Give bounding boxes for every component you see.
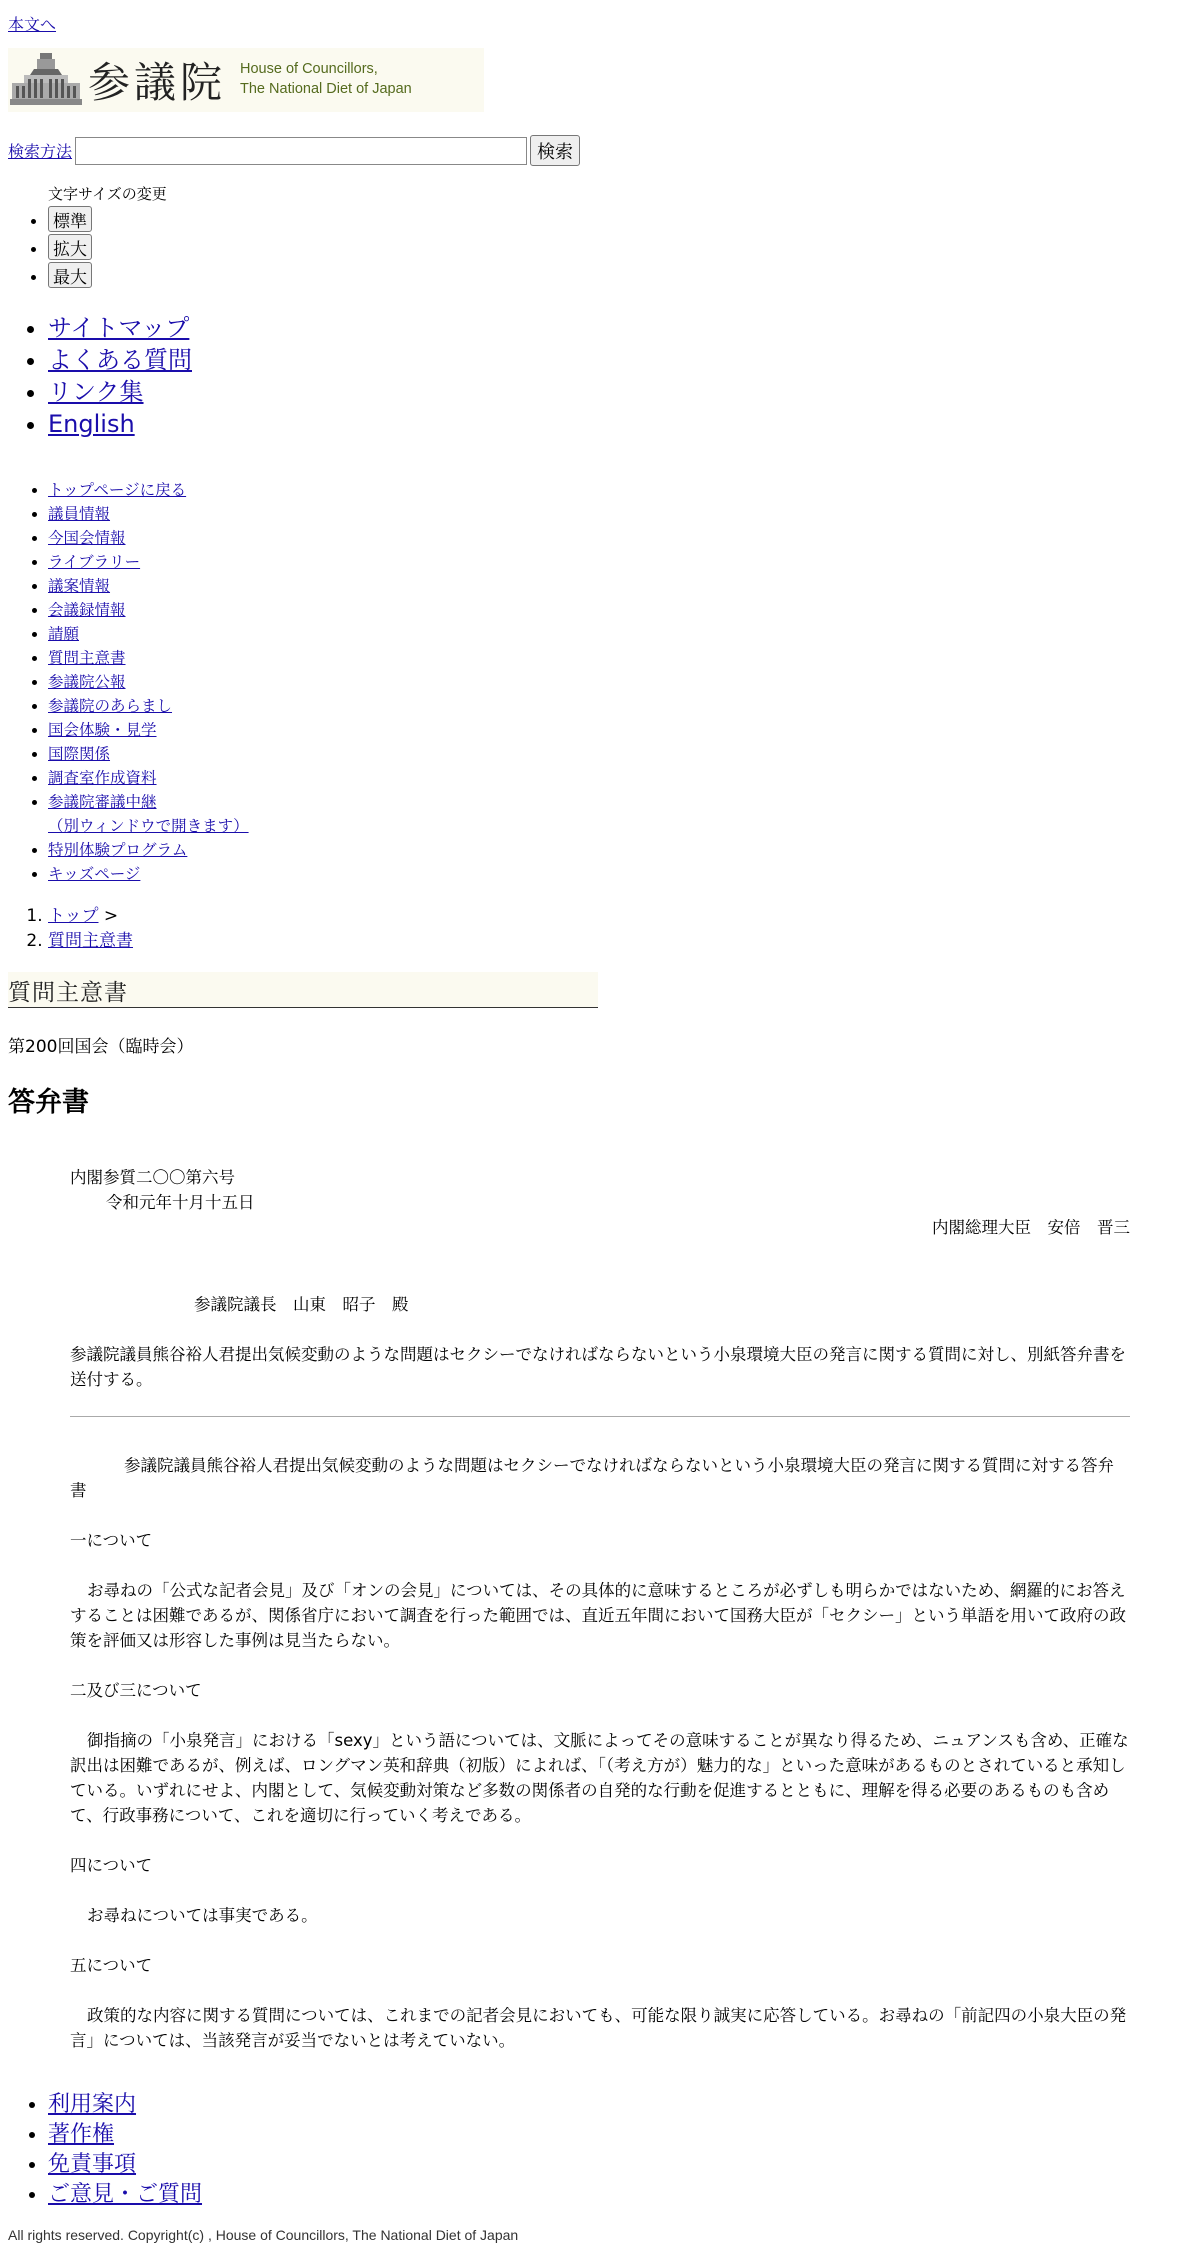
font-size-max-button[interactable]: 最大: [48, 262, 92, 288]
font-size-label: 文字サイズの変更: [48, 184, 167, 203]
nav-links-link[interactable]: リンク集: [48, 378, 144, 406]
section-5-title: 五について: [70, 1956, 153, 1975]
breadcrumb-separator: >: [103, 906, 119, 926]
sidenav-bills[interactable]: 議案情報: [48, 577, 111, 595]
search-help-link[interactable]: 検索方法: [8, 142, 73, 161]
skip-to-content-link[interactable]: 本文へ: [8, 15, 57, 34]
logo-japanese-text: 参議院: [88, 58, 227, 107]
answer-heading: 参議院議員熊谷裕人君提出気候変動のような問題はセクシーでなければならないという小泉環境大臣の発言に関する質問に対する答弁書: [70, 1456, 1114, 1500]
page-title: 質問主意書: [8, 972, 598, 1008]
breadcrumb: [48, 904, 133, 954]
sidenav-members[interactable]: 議員情報: [48, 505, 111, 523]
breadcrumb-top-link[interactable]: トップ: [48, 906, 99, 926]
signer: 内閣総理大臣 安倍 晋三: [932, 1218, 1130, 1237]
section-1-body: お尋ねの「公式な記者会見」及び「オンの会見」については、その具体的に意味するところが必ずしも明らかではないため、網羅的にお答えすることは困難であるが、関係省庁において調査を行った範囲では、直近五年間において国務大臣が「セクシー」という単語を用いて政府の政策を評価又は形容した事例は見当たらない。: [70, 1581, 1126, 1650]
sidenav-current-session[interactable]: 今国会情報: [48, 529, 126, 547]
answer-document: [70, 1165, 1130, 2053]
logo-english-text: House of Councillors, The National Diet of Japan: [240, 61, 412, 97]
font-size-standard-button[interactable]: 標準: [48, 206, 92, 232]
sidenav-research[interactable]: 調査室作成資料: [48, 769, 157, 787]
sidenav-broadcast[interactable]: 参議院審議中継 （別ウィンドウで開きます）: [48, 793, 249, 835]
sidenav-bulletin[interactable]: 参議院公報: [48, 673, 126, 691]
sidenav-minutes[interactable]: 会議録情報: [48, 601, 126, 619]
document-title: 答弁書: [8, 1087, 89, 1118]
search-bar: [8, 135, 580, 166]
session-label: 第200回国会（臨時会）: [8, 1037, 194, 1057]
breadcrumb-current-link[interactable]: 質問主意書: [48, 931, 133, 951]
site-logo[interactable]: [8, 48, 484, 112]
section-2-title: 二及び三について: [70, 1681, 202, 1700]
sidenav-special-program[interactable]: 特別体験プログラム: [48, 841, 188, 859]
copyright-text: All rights reserved. Copyright(c) , House of Councillors, The National Diet of Japan: [8, 2227, 519, 2243]
global-nav: [48, 312, 192, 440]
divider: [70, 1416, 1130, 1417]
section-4-title: 四について: [70, 1856, 153, 1875]
footer-disclaimer-link[interactable]: 免責事項: [48, 2152, 137, 2177]
reference-number: 内閣参質二〇〇第六号: [70, 1168, 235, 1187]
sidenav-library[interactable]: ライブラリー: [48, 553, 141, 571]
footer-nav: [48, 2090, 202, 2210]
diet-building-icon: [10, 51, 82, 109]
sidenav-visit[interactable]: 国会体験・見学: [48, 721, 157, 739]
nav-faq-link[interactable]: よくある質問: [48, 346, 192, 374]
sidenav-questions[interactable]: 質問主意書: [48, 649, 126, 667]
section-4-body: お尋ねについては事実である。: [87, 1906, 318, 1925]
footer-guide-link[interactable]: 利用案内: [48, 2092, 137, 2117]
sidenav-international[interactable]: 国際関係: [48, 745, 111, 763]
addressee: 参議院議長 山東 昭子 殿: [194, 1295, 409, 1314]
search-button[interactable]: 検索: [530, 135, 580, 166]
section-5-body: 政策的な内容に関する質問については、これまでの記者会見においても、可能な限り誠実に応答している。お尋ねの「前記四の小泉大臣の発言」については、当該発言が妥当でないとは考えていない。: [70, 2006, 1127, 2050]
font-size-large-button[interactable]: 拡大: [48, 234, 92, 260]
search-input[interactable]: [75, 137, 527, 165]
sidenav-petitions[interactable]: 請願: [48, 625, 80, 643]
font-size-controls: [48, 183, 167, 289]
sidenav-kids[interactable]: キッズページ: [48, 865, 141, 883]
side-nav: [48, 478, 249, 886]
sidenav-top[interactable]: トップページに戻る: [48, 481, 187, 499]
cover-text: 参議院議員熊谷裕人君提出気候変動のような問題はセクシーでなければならないという小泉環境大臣の発言に関する質問に対し、別紙答弁書を送付する。: [70, 1345, 1126, 1389]
footer-feedback-link[interactable]: ご意見・ご質問: [48, 2182, 203, 2207]
document-date: 令和元年十月十五日: [106, 1193, 255, 1212]
section-1-title: 一について: [70, 1531, 153, 1550]
footer-copyright-link[interactable]: 著作権: [48, 2122, 115, 2147]
section-2-body: 御指摘の「小泉発言」における「sexy」という語については、文脈によってその意味することが異なり得るため、ニュアンスも含め、正確な訳出は困難であるが、例えば、ロングマン英和辞典（初版）によれば、「（考え方が）魅力的な」といった意味があるものとされていると承知している。いずれにせよ、内閣として、気候変動対策など多数の関係者の自発的な行動を促進するとともに、理解を得る必要のあるものも含めて、行政事務について、これを適切に行っていく考えである。: [70, 1731, 1129, 1825]
nav-sitemap-link[interactable]: サイトマップ: [48, 314, 190, 342]
sidenav-overview[interactable]: 参議院のあらまし: [48, 697, 173, 715]
nav-english-link[interactable]: English: [48, 410, 135, 438]
